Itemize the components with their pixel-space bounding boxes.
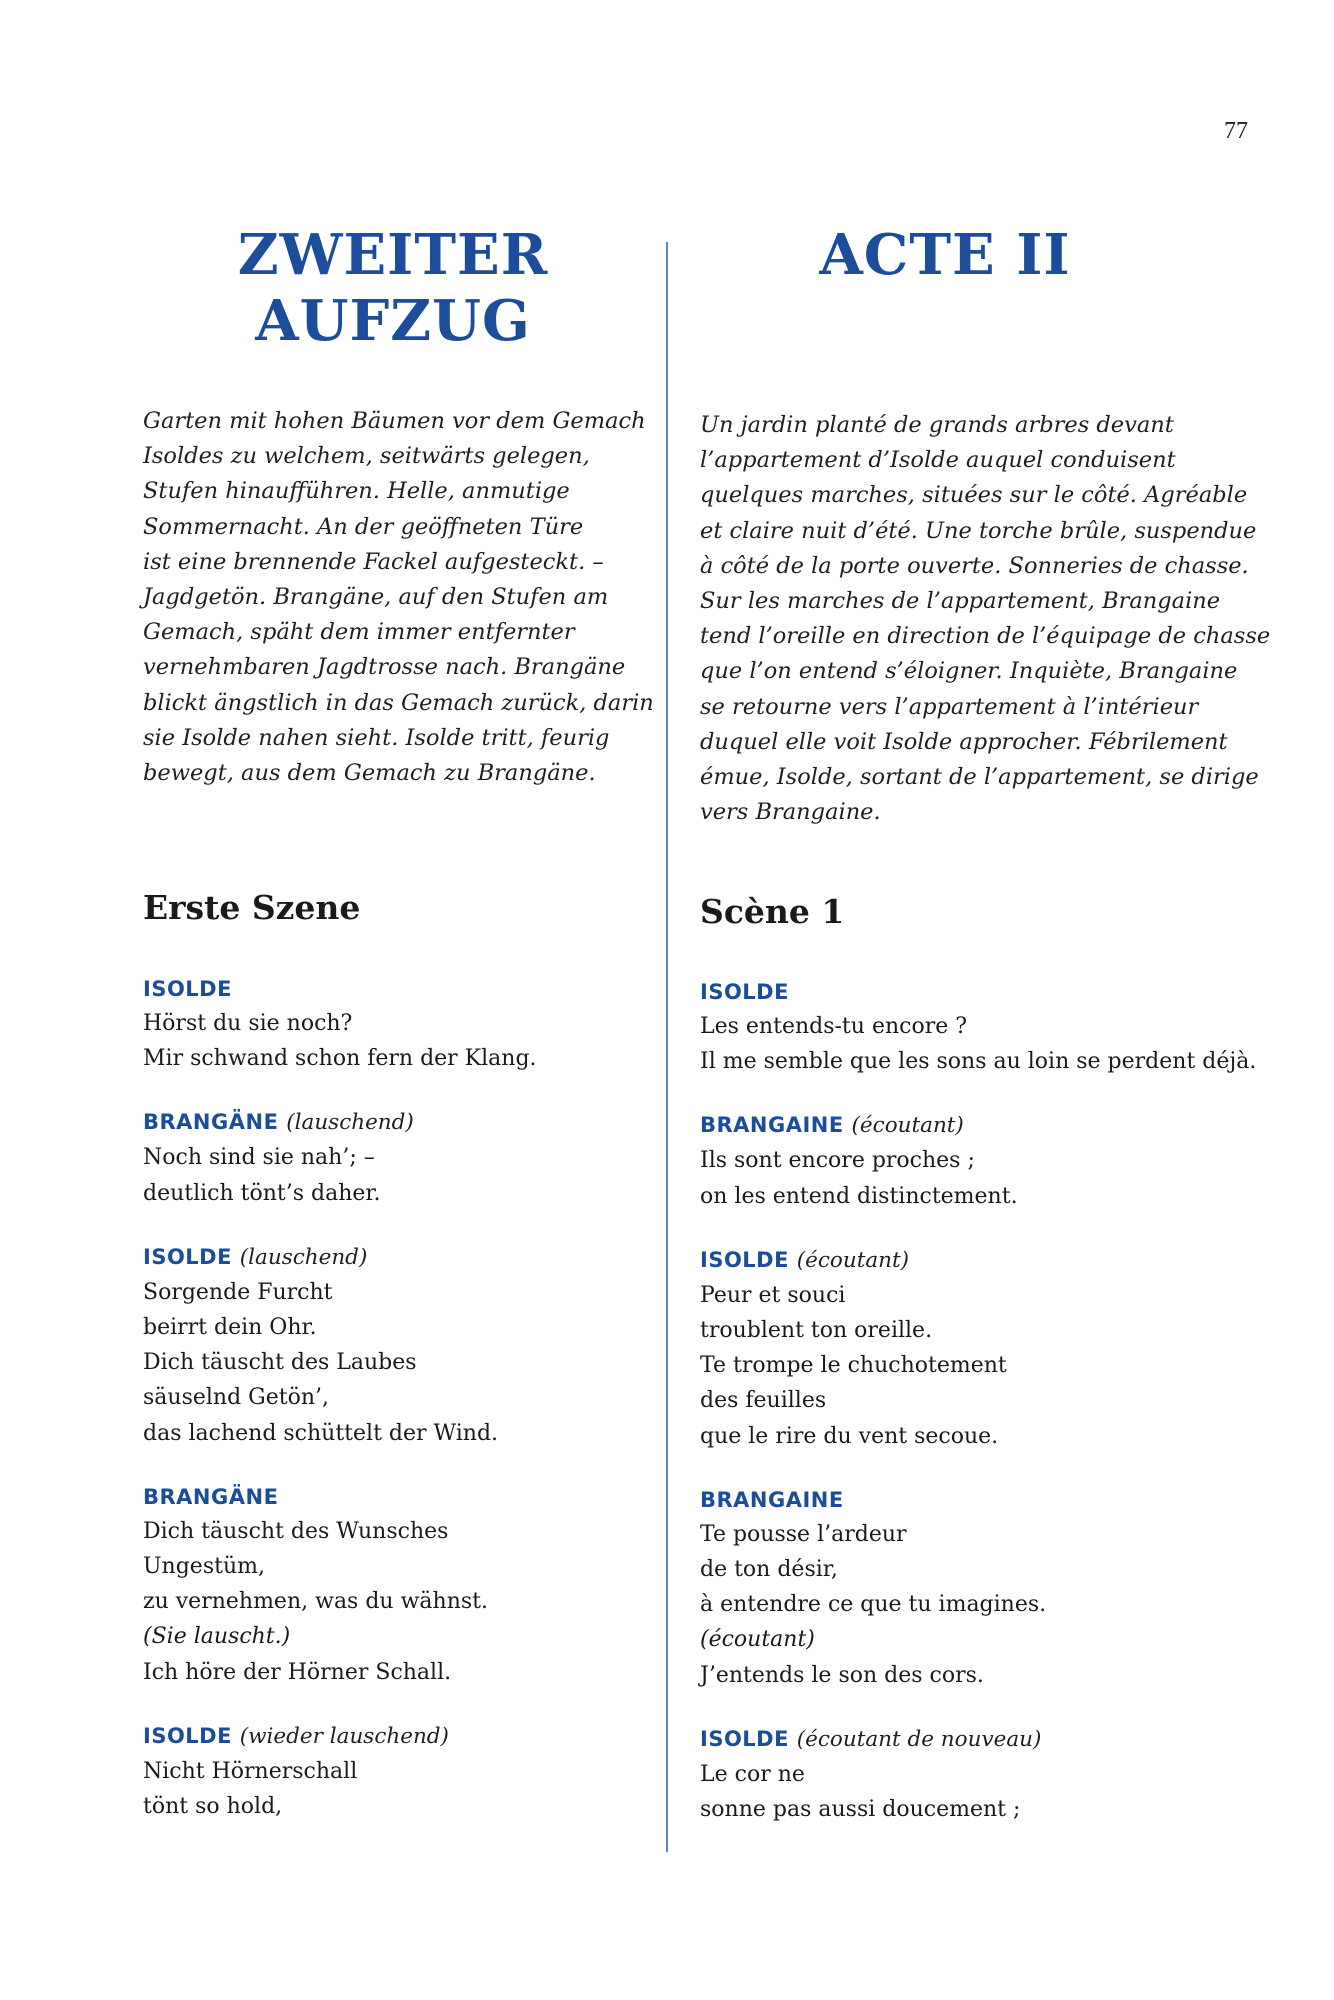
page-number: 77	[1224, 118, 1248, 144]
stage-direction-line: à côté de la porte ouverte. Sonneries de chasse.	[700, 552, 1249, 579]
stage-direction-line: ist eine brennende Fackel aufgesteckt. –	[143, 548, 604, 575]
stage-direction-line: Jagdgetön. Brangäne, auf den Stufen am	[143, 584, 609, 611]
stage-direction-line: bewegt, aus dem Gemach zu Brangäne.	[143, 760, 596, 787]
verse-line: que le rire du vent secoue.	[700, 1423, 999, 1449]
verse-line: Ich höre der Hörner Schall.	[143, 1659, 452, 1685]
verse-line: Ungestüm,	[143, 1554, 265, 1580]
speech-block	[700, 975, 1257, 1079]
speaker-heading	[700, 975, 1220, 1009]
verse-line: à entendre ce que tu imagines.	[700, 1592, 1047, 1618]
verse-line: Peur et souci	[700, 1282, 846, 1308]
verse-line: Nicht Hörnerschall	[143, 1758, 358, 1784]
stage-direction-line: Sommernacht. An der geöffneten Türe	[143, 513, 584, 540]
verse-line: Sorgende Furcht	[143, 1279, 333, 1305]
stage-direction-line: se retourne vers l’appartement à l’intérieur	[700, 693, 1199, 720]
speaker-name: BRANGAINE	[700, 1113, 844, 1138]
stage-direction-german	[143, 404, 663, 791]
speaker-heading	[700, 1722, 1220, 1757]
verse-line: Ils sont encore proches ;	[700, 1148, 975, 1174]
speaker-heading	[143, 1719, 663, 1754]
verse-line: tönt so hold,	[143, 1794, 283, 1820]
verse-line: Te trompe le chuchotement	[700, 1353, 1007, 1379]
verse-line: säuselnd Getön’,	[143, 1385, 330, 1411]
speaker-heading	[700, 1108, 1220, 1143]
stage-direction-line: vernehmbaren Jagdtrosse nach. Brangäne	[143, 654, 626, 681]
verse-line: Il me semble que les sons au loin se perdent déjà.	[700, 1049, 1257, 1075]
stage-direction-line: que l’on entend s’éloigner. Inquiète, Brangaine	[700, 658, 1238, 685]
stage-direction-inline: (écoutant)	[700, 1627, 815, 1653]
speech-block	[143, 1105, 663, 1210]
verse-line: Dich täuscht des Laubes	[143, 1350, 417, 1376]
stage-direction-french	[700, 408, 1271, 830]
verse-line: Les entends-tu encore ?	[700, 1014, 968, 1039]
stage-direction-line: Stufen hinaufführen. Helle, anmutige	[143, 478, 570, 505]
verse-line: Mir schwand schon fern der Klang.	[143, 1046, 537, 1072]
speech-block	[143, 1719, 663, 1824]
stage-direction-line: Un jardin planté de grands arbres devant	[700, 412, 1174, 438]
speech-block	[700, 1243, 1220, 1454]
speaker-direction: (lauschend)	[239, 1244, 368, 1270]
stage-direction-line: sie Isolde nahen sieht. Isolde tritt, feurig	[143, 724, 610, 751]
verse-line: das lachend schüttelt der Wind.	[143, 1420, 499, 1446]
verse-line: J’entends le son des cors.	[700, 1662, 984, 1688]
speaker-heading	[143, 1480, 663, 1514]
speaker-name: BRANGÄNE	[143, 1110, 279, 1135]
speaker-heading	[143, 1105, 663, 1140]
verse-line: Le cor ne	[700, 1761, 805, 1787]
speaker-heading	[143, 1240, 663, 1275]
scene-title-german: Erste Szene	[143, 888, 361, 927]
speaker-name: ISOLDE	[700, 980, 789, 1004]
speaker-direction: (wieder lauschend)	[239, 1723, 449, 1749]
scene-title-french: Scène 1	[700, 892, 845, 931]
stage-direction-line: l’appartement d’Isolde auquel conduisent	[700, 447, 1176, 474]
speech-block	[700, 1722, 1220, 1827]
speaker-direction: (écoutant)	[851, 1113, 964, 1139]
verse-line: on les entend distinctement.	[700, 1183, 1018, 1209]
speaker-direction: (écoutant)	[796, 1247, 910, 1273]
verse-line: de ton désir,	[700, 1557, 838, 1583]
verse-line: Te pousse l’ardeur	[700, 1521, 907, 1547]
stage-direction-line: et claire nuit d’été. Une torche brûle, suspendue	[700, 517, 1257, 544]
speaker-name: ISOLDE	[143, 1244, 232, 1269]
speech-block	[143, 1480, 663, 1690]
verse-line: sonne pas aussi doucement ;	[700, 1797, 1021, 1823]
speech-block	[700, 1483, 1220, 1693]
speaker-name: BRANGÄNE	[143, 1484, 279, 1509]
column-divider	[666, 242, 668, 1852]
verse-line: beirrt dein Ohr.	[143, 1315, 317, 1341]
stage-direction-line: Garten mit hohen Bäumen vor dem Gemach	[143, 408, 646, 434]
speaker-heading	[700, 1243, 1220, 1278]
stage-direction-line: émue, Isolde, sortant de l’appartement, se dirige	[700, 764, 1259, 791]
dialogue-german	[143, 972, 663, 1853]
verse-line: Hörst du sie noch?	[143, 1011, 353, 1036]
stage-direction-line: quelques marches, situées sur le côté. Agréable	[700, 482, 1248, 509]
stage-direction-line: tend l’oreille en direction de l’équipage de chasse	[700, 623, 1271, 650]
verse-line: troublent ton oreille.	[700, 1318, 933, 1344]
stage-direction-line: blickt ängstlich in das Gemach zurück, darin	[143, 689, 654, 716]
stage-direction-line: Gemach, späht dem immer entfernter	[143, 619, 575, 646]
act-title-french	[700, 222, 1190, 288]
speaker-name: ISOLDE	[700, 1247, 789, 1272]
speaker-direction: (écoutant de nouveau)	[796, 1726, 1042, 1752]
speaker-name: BRANGAINE	[700, 1487, 844, 1512]
act-title-line: ACTE II	[819, 222, 1071, 288]
verse-line: zu vernehmen, was du wähnst.	[143, 1589, 488, 1615]
verse-line: Noch sind sie nah’; –	[143, 1145, 375, 1171]
verse-line: deutlich tönt’s daher.	[143, 1180, 381, 1206]
stage-direction-line: Sur les marches de l’appartement, Brangaine	[700, 588, 1221, 615]
verse-line: Dich täuscht des Wunsches	[143, 1518, 449, 1544]
speech-block	[143, 972, 663, 1076]
speaker-heading	[700, 1483, 1220, 1517]
speaker-name: ISOLDE	[143, 977, 232, 1001]
speaker-name: ISOLDE	[700, 1726, 789, 1751]
act-title-german	[143, 222, 643, 354]
speaker-name: ISOLDE	[143, 1723, 232, 1748]
stage-direction-line: Isoldes zu welchem, seitwärts gelegen,	[143, 443, 590, 470]
verse-line: des feuilles	[700, 1388, 827, 1414]
act-title-line: AUFZUG	[255, 288, 531, 354]
dialogue-french	[700, 975, 1257, 1856]
stage-direction-line: duquel elle voit Isolde approcher. Fébrilement	[700, 728, 1228, 755]
stage-direction-line: vers Brangaine.	[700, 799, 881, 826]
stage-direction-inline: (Sie lauscht.)	[143, 1624, 291, 1650]
speaker-heading	[143, 972, 663, 1006]
speaker-direction: (lauschend)	[286, 1110, 414, 1136]
act-title-line: ZWEITER	[237, 222, 549, 288]
speech-block	[700, 1108, 1220, 1213]
speech-block	[143, 1240, 663, 1451]
